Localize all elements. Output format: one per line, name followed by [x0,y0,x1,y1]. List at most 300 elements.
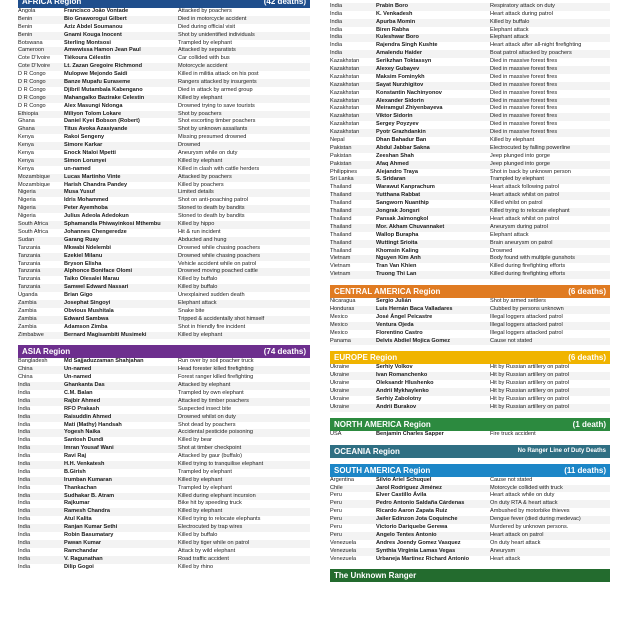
ranger-name-cell: Apurba Momin [376,18,416,25]
country-cell: India [18,563,31,570]
ranger-name-cell: Urbaneja Martinez Richard Antonio [376,555,470,562]
list-item [330,338,610,346]
list-item [330,396,610,404]
ranger-name-cell: Mati (Mathy) Handsah [64,421,122,428]
ranger-name-cell: V. Ragunathan [64,555,103,562]
ranger-name-cell: Dhan Bahadur Ban [376,137,427,144]
cause-cell: Killed by buffalo [178,276,218,283]
ranger-name-cell: Sphamandla Phiwayinkosi Mthembu [64,221,161,228]
cause-cell: Attacked by elephant [178,382,231,389]
country-cell: India [18,492,31,499]
cause-cell: Died in massive forest fires [490,113,558,120]
ranger-name-cell: Sudhakar B. Atram [64,492,115,499]
list-item [330,19,610,27]
list-item [330,485,610,493]
ranger-name-cell: Silvio Ariel Schuquel [376,476,432,483]
cause-cell: Killed by poachers [178,181,224,188]
ranger-name-cell: Zeeshan Shah [376,152,414,159]
ranger-name-cell: Robin Basumatary [64,532,114,538]
right-column [330,0,610,640]
country-cell: Panama [330,337,351,344]
country-cell: Thailand [330,247,352,254]
list-item [18,332,310,340]
cause-cell: Unexplained sudden death [178,292,245,299]
country-cell: Mexico [330,313,348,320]
cause-cell: Fire truck accident [490,430,536,437]
list-item [330,404,610,412]
cause-cell: Heart attack whilst on patrol [490,192,560,199]
ranger-name-cell: Sayat Nurzhigitov [376,81,424,88]
ranger-name-cell: Enock Ntaloi Mpetti [64,150,116,157]
country-cell: India [18,516,31,523]
country-cell: India [18,500,31,507]
cause-cell: Killed by elephant [178,157,223,164]
cause-cell: Killed trying to relocate elephant [490,208,570,215]
country-cell: Ukraine [330,403,350,410]
cause-cell: Shot dead by poachers [178,421,236,428]
country-cell: Sri Lanka [330,176,354,183]
country-cell: Venezuela [330,547,357,554]
ranger-name-cell: Abdul Jabbar Sakna [376,144,430,151]
cause-cell: Rangers attacked by insurgents [178,79,257,86]
ranger-name-cell: Ravi Raj [64,453,87,460]
list-item [18,485,310,493]
ranger-name-cell: Peter Ayemhoba [64,205,108,212]
cause-cell: Killed by elephant [178,331,223,338]
ranger-name-cell: B.Girish [64,468,86,475]
list-item [18,24,310,32]
list-item [330,477,610,485]
cause-cell: Hit by Russian artillery on patrol [490,395,569,402]
list-item [18,71,310,79]
list-item [18,429,310,437]
region-header [330,464,610,477]
region-title: NORTH AMERICA Region [334,419,431,429]
region-asia2 [330,0,610,279]
cause-cell: Jeep plunged into gorge [490,152,551,159]
cause-cell: Elephant attack [490,26,529,33]
list-item [18,221,310,229]
list-item [18,422,310,430]
cause-cell: Shot escorting timber poachers [178,118,256,125]
ranger-name-cell: José Ángel Peicastre [376,313,433,320]
list-item [330,364,610,372]
ranger-name-cell: Bernard Magisambiti Musimeki [64,331,147,338]
country-cell: Thailand [330,239,352,246]
region-title: EUROPE Region [334,353,398,363]
cause-cell: Hit & run incident [178,228,221,235]
country-cell: India [18,476,31,483]
ranger-name-cell: Un-named [64,374,92,381]
country-cell: Kazakhstan [330,58,360,65]
country-cell: Botswana [18,39,43,46]
cause-cell: Hit by Russian artillery on patrol [490,372,569,379]
list-item [330,508,610,516]
ranger-name-cell: Rakoi Sengeny [64,134,105,141]
cause-cell: Heart attack whilst on patrol [490,215,560,222]
cause-cell: Trampled by own elephant [178,389,244,396]
list-item [18,174,310,182]
country-cell: Zimbabwe [18,331,44,338]
country-cell: India [330,26,343,33]
country-cell: Benin [18,31,33,38]
region-central [330,285,610,345]
list-item [330,153,610,161]
list-item [18,324,310,332]
cause-cell: Killed by tiger while on patrol [178,539,250,546]
list-item [330,11,610,19]
cause-cell: Killed by bear [178,437,212,444]
ranger-name-cell: C.M. Balan [64,389,93,396]
country-cell: Kazakhstan [330,89,360,96]
list-item [330,50,610,58]
ranger-name-cell: Konstantin Nachinyonov [376,89,442,96]
country-cell: Pakistan [330,144,352,151]
region-title: CENTRAL AMERICA Region [334,287,441,297]
cause-cell: Killed by elephant [178,94,223,101]
ranger-name-cell: Alejandro Traya [376,168,418,175]
list-item [18,508,310,516]
list-item [18,111,310,119]
region-title: OCEANIA Region [334,446,400,456]
ranger-name-cell: Bryson Elisha [64,260,102,267]
country-cell: Mozambique [18,181,51,188]
list-item [18,32,310,40]
left-column [18,0,310,640]
country-cell: India [18,413,31,420]
country-cell: Ukraine [330,395,350,402]
list-item [330,161,610,169]
cause-cell: Run over by soil poacher truck [178,358,254,365]
list-item [18,477,310,485]
list-item [18,540,310,548]
cause-cell: Dengue fever (died during medevac) [490,516,581,523]
ranger-name-cell: Irumban Kumaran [64,476,112,483]
cause-cell: Elephant attack [178,299,217,306]
country-cell: D R Congo [18,86,46,93]
ranger-name-cell: Ramchandar [64,547,98,554]
cause-cell: Died in massive forest fires [490,66,558,73]
list-item [18,16,310,24]
country-cell: Kazakhstan [330,81,360,88]
list-item [18,564,310,572]
ranger-name-cell: Julius Adeola Adedokun [64,213,129,220]
cause-cell: Killed during elephant incursion [178,492,256,499]
ranger-name-cell: Serhiy Zabolotny [376,395,422,402]
country-cell: India [18,547,31,554]
ranger-name-cell: Andrii Mykhaylenko [376,388,429,395]
country-cell: Kenya [18,165,34,172]
ranger-name-cell: Lt. Zazan Gregoire Richmond [64,63,143,70]
ranger-name-cell: Imran Yousaf Wani [64,445,114,452]
cause-cell: Drowned while chasing poachers [178,252,261,259]
list-item [330,524,610,532]
cause-cell: Died in massive forest fires [490,73,558,80]
cause-cell: Killed by elephant [490,137,535,144]
country-cell: India [18,453,31,460]
country-cell: Zambia [18,299,37,306]
ranger-name-cell: Simon Lorunyei [64,157,107,164]
country-cell: Argentina [330,476,354,483]
country-cell: India [18,437,31,444]
country-cell: India [18,508,31,515]
list-item [18,253,310,261]
ranger-name-cell: Bio Gnaworogui Gilbert [64,15,127,22]
country-cell: Peru [330,531,342,538]
ranger-name-cell: Serikzhan Toktassyn [376,58,432,65]
cause-cell: Cause not stated [490,476,533,483]
country-cell: India [18,460,31,467]
country-cell: India [18,429,31,436]
ranger-name-cell: Mahangalko Bazirake Celestin [64,94,145,101]
ranger-name-cell: Sterling Montsosi [64,39,111,46]
list-item [330,224,610,232]
cause-cell: Suspected insect bite [178,405,232,412]
cause-cell: Ambushed by motorbike thieves [490,508,570,515]
country-cell: India [18,421,31,428]
country-cell: Kazakhstan [330,121,360,128]
country-cell: India [330,42,343,49]
cause-cell: Brain aneurysm on patrol [490,239,553,246]
country-cell: Sudan [18,236,35,243]
cause-cell: Killed by buffalo [490,18,530,25]
country-cell: Tanzania [18,284,41,291]
list-item [18,374,310,382]
list-item [330,137,610,145]
cause-cell: Boat patrol attacked by poachers [490,50,572,57]
ranger-name-cell: Oleksandr Hlushenko [376,380,434,387]
ranger-name-cell: un-named [64,165,91,172]
ranger-name-cell: Meiramgul Zhiyenbayeva [376,105,443,112]
country-cell: Nigeria [18,213,36,220]
ranger-name-cell: Angelo Tentes Antonio [376,531,437,538]
cause-cell: Drowned [178,142,201,149]
ranger-name-cell: Ricardo Aaron Zapata Ruiz [376,508,448,515]
cause-cell: Drowned moving poached cattle [178,268,258,275]
cause-cell: Trampled by elephant [178,39,232,46]
list-item [18,134,310,142]
list-item [330,176,610,184]
region-death-count: (1 death) [572,419,606,429]
country-cell: Peru [330,508,342,515]
ranger-name-cell: Rajkumar [64,500,90,507]
cause-cell: Forest ranger killed firefighting [178,374,254,381]
country-cell: Kazakhstan [330,97,360,104]
country-cell: India [18,468,31,475]
list-item [18,414,310,422]
ranger-name-cell: Simore Karkar [64,142,103,149]
region-africa [18,0,310,339]
list-item [330,240,610,248]
cause-cell: Died in massive forest fires [490,121,558,128]
ranger-name-cell: Sergey Poyzyev [376,121,419,128]
list-item [18,398,310,406]
ranger-name-cell: Synthia Virginia Lamas Vegas [376,547,456,554]
list-item [330,380,610,388]
cause-cell: Shot by armed settlers [490,298,546,305]
list-item [330,556,610,564]
country-cell: India [330,34,343,41]
cause-cell: Attacked by poachers [178,173,232,180]
country-cell: Tanzania [18,268,41,275]
country-cell: Ghana [18,118,35,125]
country-cell: Pakistan [330,160,352,167]
ranger-name-cell: Andrii Burakov [376,403,417,410]
cause-cell: Respiratory attack on duty [490,2,555,9]
country-cell: India [18,484,31,491]
cause-cell: Elephant attack [490,231,529,238]
ranger-name-cell: Viktor Sidorin [376,113,413,120]
ranger-name-cell: Warawut Kanprachum [376,184,435,191]
country-cell: India [18,382,31,389]
country-cell: South Africa [18,221,49,228]
list-item [18,493,310,501]
ranger-name-cell: Ventura Ojeda [376,321,414,328]
country-cell: India [18,389,31,396]
list-item [330,74,610,82]
list-item [18,126,310,134]
cause-cell: Shot by unidentified individuals [178,31,255,38]
list-item [18,292,310,300]
ranger-name-cell: Yutthana Rabbat [376,192,421,199]
ranger-name-cell: Benjamin Charles Sapper [376,430,444,437]
cause-cell: Killed by buffalo [178,284,218,291]
list-item [18,158,310,166]
country-cell: Venezuela [330,539,357,546]
country-cell: Nepal [330,137,345,144]
ranger-name-cell: Dilip Gogoi [64,563,94,570]
ranger-name-cell: Harish Chandra Pandey [64,181,128,188]
cause-cell: Killed during firefighting efforts [490,271,566,278]
country-cell: India [330,2,343,9]
cause-cell: Shot on anti-poaching patrol [178,197,248,204]
ranger-name-cell: Elver Castillo Ávila [376,492,427,499]
country-cell: India [330,10,343,17]
country-cell: Peru [330,492,342,499]
list-item [18,142,310,150]
list-item [18,516,310,524]
cause-cell: Accidental pesticide poisoning [178,429,253,436]
country-cell: Ukraine [330,380,350,387]
list-item [330,516,610,524]
list-item [18,453,310,461]
list-item [330,113,610,121]
cause-cell: Heart attack while on duty [490,492,555,499]
ranger-name-cell: Johannes Chengeredze [64,228,127,235]
ranger-name-cell: Francisco João Vontade [64,8,129,14]
cause-cell: Shot in back by unknown person [490,168,571,175]
cause-cell: Heart attack on patrol [490,531,544,538]
cause-cell: Trampled by elephant [490,176,544,183]
list-item [330,306,610,314]
ranger-name-cell: Djibril Mutambala Kabengano [64,86,143,93]
country-cell: Peru [330,500,342,507]
region-north [330,418,610,439]
region-unknown [330,569,610,582]
region-title: The Unknown Ranger [334,571,417,581]
list-item [330,90,610,98]
country-cell: Ukraine [330,388,350,395]
cause-cell: Died in massive forest fires [490,89,558,96]
list-item [18,469,310,477]
country-cell: Peru [330,516,342,523]
country-cell: India [18,445,31,452]
country-cell: D R Congo [18,102,46,109]
list-item [18,189,310,197]
ranger-name-cell: Alphonce Boniface Olomi [64,268,133,275]
cause-cell: Car collided with bus [178,55,230,62]
cause-cell: Killed by rhino [178,563,214,570]
country-cell: D R Congo [18,79,46,86]
country-cell: Ukraine [330,364,350,371]
country-cell: Bangladesh [18,358,48,365]
region-title: SOUTH AMERICA Region [334,465,431,475]
ranger-name-cell: Samwel Edward Nassari [64,284,129,291]
country-cell: Venezuela [330,555,357,562]
cause-cell: Hit by Russian artillery on patrol [490,364,569,371]
list-item [330,42,610,50]
cause-cell: Killed whilst on patrol [490,200,543,207]
ranger-name-cell: Amalendu Haider [376,50,423,57]
ranger-name-cell: Alexey Gubayev [376,66,420,73]
ranger-name-cell: Banze Mupafu Euraseme [64,79,131,86]
ranger-name-cell: Tiékoura Célestin [64,55,111,62]
cause-cell: Illegal loggers attacked patrol [490,321,563,328]
list-item [18,87,310,95]
country-cell: Kenya [18,142,34,149]
cause-cell: Electrocuted by falling powerline [490,144,571,151]
country-cell: Thailand [330,223,352,230]
region-death-count: (42 deaths) [263,0,306,6]
cause-cell: Aneurysm [490,547,516,554]
cause-cell: Elephant attack [490,34,529,41]
list-item [330,548,610,556]
country-cell: India [18,405,31,412]
list-item [18,268,310,276]
ranger-name-cell: Tran Van Khien [376,263,417,270]
list-item [18,63,310,71]
country-cell: Zambia [18,323,37,330]
country-cell: Zambia [18,307,37,314]
cause-cell: Illegal loggers attacked patrol [490,329,563,336]
country-cell: Kazakhstan [330,113,360,120]
list-item [330,169,610,177]
country-cell: Kazakhstan [330,129,360,136]
cause-cell: Motorcycle accident [178,63,228,70]
cause-cell: Jeep plunged into gorge [490,160,551,167]
ranger-name-cell: Kuleshwar Boro [376,34,419,41]
list-item [330,322,610,330]
ranger-name-cell: Truong Thi Lan [376,271,417,278]
cause-cell: Attacked by poachers [178,8,232,14]
ranger-name-cell: Obvious Mushitala [64,307,114,314]
list-item [330,216,610,224]
country-cell: Uganda [18,292,38,299]
cause-cell: Shot in friendly fire incident [178,323,246,330]
country-cell: Ethiopia [18,110,39,117]
region-death-count: No Ranger Line of Duty Deaths [517,447,606,454]
country-cell: Nicaragua [330,298,356,305]
cause-cell: Killed trying to relocate elephants [178,516,261,523]
list-item [330,271,610,279]
cause-cell: Killed trying to tranquilise elephant [178,460,264,467]
region-oceania [330,445,610,458]
list-item [330,431,610,439]
ranger-name-cell: Delvis Abdiel Mojica Gomez [376,337,451,344]
ranger-name-cell: H.H. Venkatesh [64,460,105,467]
list-item [18,366,310,374]
cause-cell: Drowned while chasing poachers [178,244,261,251]
